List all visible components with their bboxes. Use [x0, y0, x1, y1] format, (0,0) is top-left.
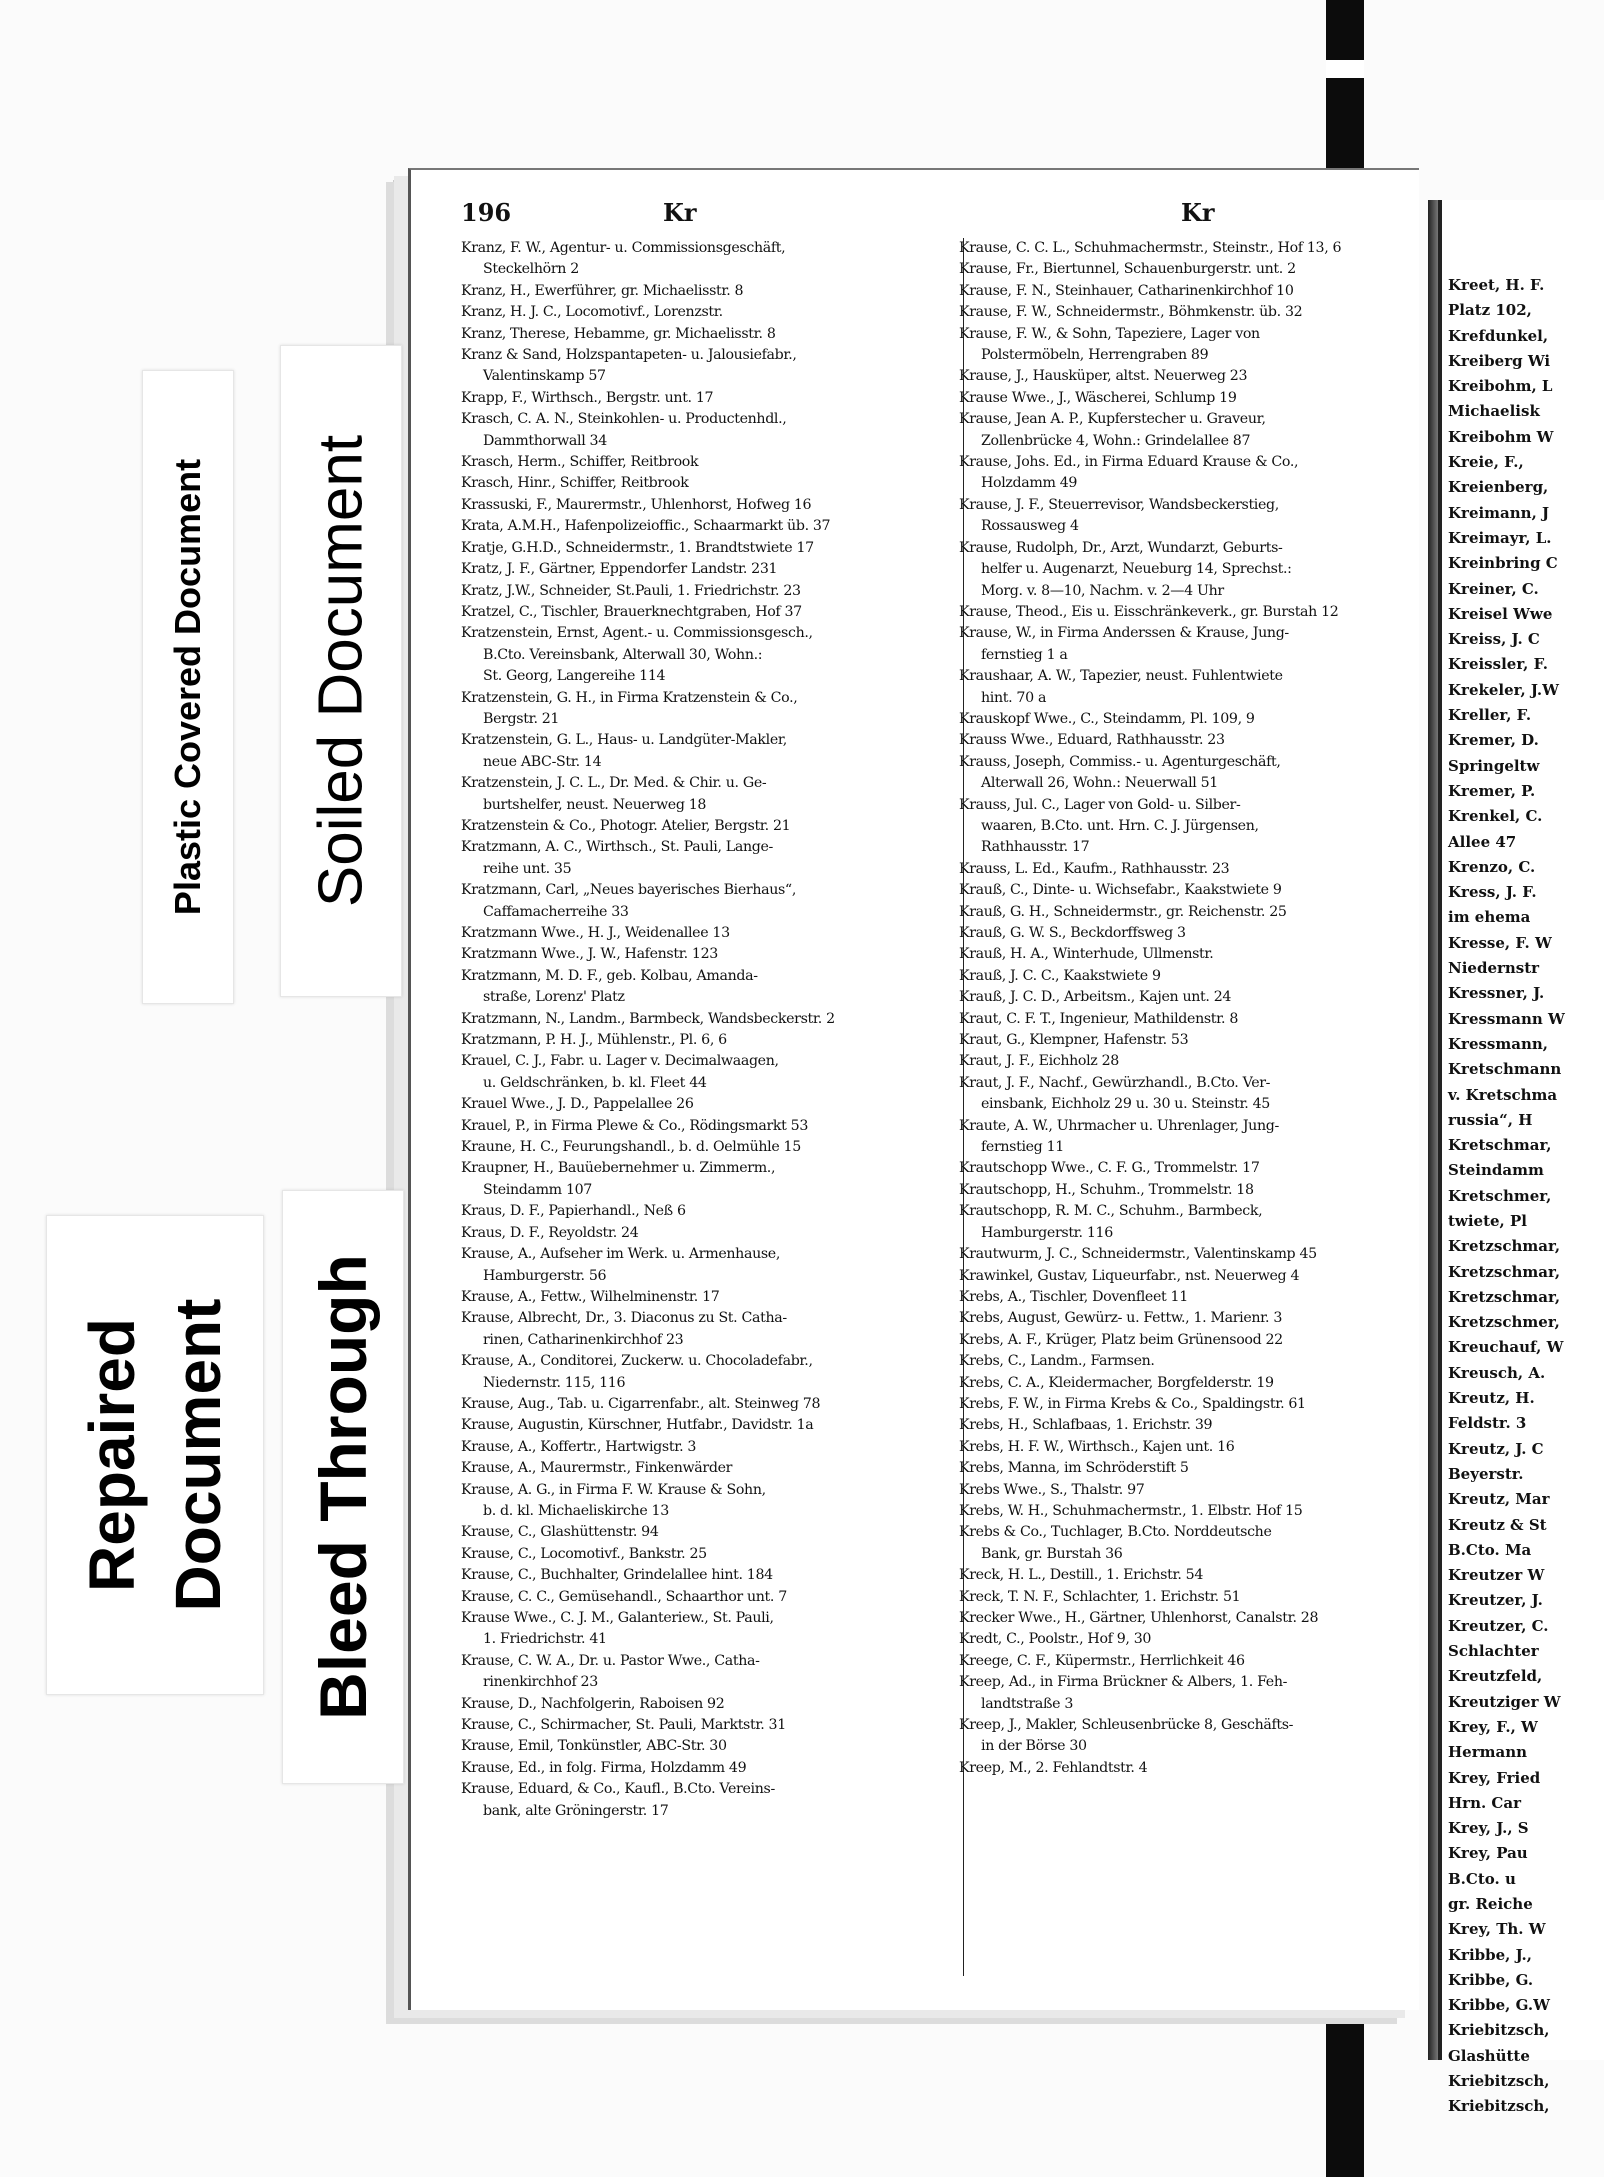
directory-entry-line: Krauß, J. C. D., Arbeitsm., Kajen unt. 24	[959, 989, 1232, 1006]
directory-entry-line: Krause, Theod., Eis u. Eisschränkeverk., gr. Burstah 12	[959, 603, 1339, 620]
directory-entry-line: Kredt, C., Poolstr., Hof 9, 30	[959, 1631, 1152, 1648]
facing-page-line: Kribbe, G.	[1448, 1970, 1534, 1989]
directory-page	[408, 168, 1419, 2010]
facing-page-line: Feldstr. 3	[1448, 1414, 1527, 1433]
facing-page-line: Krenzo, C.	[1448, 857, 1536, 876]
directory-entry-line: fernstieg 11	[981, 1139, 1064, 1156]
directory-entry-line: Polstermöbeln, Herrengraben 89	[981, 347, 1209, 364]
facing-page-line: Kress, J. F.	[1448, 883, 1537, 902]
facing-page-line: Kreutzer W	[1448, 1566, 1545, 1585]
directory-entry-line: Krebs, August, Gewürz- u. Fettw., 1. Marienr. 3	[959, 1310, 1283, 1327]
facing-page-line: Krey, Pau	[1448, 1844, 1528, 1863]
facing-page-line: Kreutzfeld,	[1448, 1667, 1543, 1686]
directory-entry-line: Krause, F. W., & Sohn, Tapeziere, Lager von	[959, 325, 1260, 342]
facing-page-line: Kretzschmar,	[1448, 1287, 1561, 1306]
directory-entry-line: landtstraße 3	[981, 1695, 1073, 1712]
facing-page-line: Kreutz, J. C	[1448, 1439, 1544, 1458]
directory-entry-line: Kraupner, H., Bauüebernehmer u. Zimmerm.,	[461, 1160, 776, 1177]
facing-page-line: Kretzschmar,	[1448, 1237, 1561, 1256]
facing-page-line: Niedernstr	[1448, 959, 1540, 978]
directory-entry-line: Kranz, H. J. C., Locomotivf., Lorenzstr.	[461, 304, 723, 321]
directory-entry-line: Krebs, C., Landm., Farmsen.	[959, 1353, 1155, 1370]
facing-page-line: Kreimann, J	[1448, 503, 1550, 522]
directory-entry-line: Kratzmann Wwe., J. W., Hafenstr. 123	[461, 946, 718, 963]
facing-page-line: Kriebitzsch,	[1448, 2072, 1550, 2091]
directory-entry-line: Krause, A. G., in Firma F. W. Krause & Sohn,	[461, 1481, 766, 1498]
directory-entry-line: Kratzenstein, G. H., in Firma Kratzenstein & Co.,	[461, 689, 798, 706]
facing-page-line: Springeltw	[1448, 756, 1540, 775]
directory-entry-line: Krauss, Joseph, Commiss.- u. Agenturgeschäft,	[959, 753, 1281, 770]
page-header	[461, 198, 1391, 238]
directory-entry-line: bank, alte Gröningerstr. 17	[483, 1802, 669, 1819]
directory-entry-line: Krause, D., Nachfolgerin, Raboisen 92	[461, 1695, 725, 1712]
facing-page-line: Kressmann W	[1448, 1009, 1565, 1028]
directory-entry-line: Krebs, F. W., in Firma Krebs & Co., Spaldingstr. 61	[959, 1395, 1306, 1412]
label-plastic-text: Plastic Covered Document	[167, 458, 208, 916]
facing-page-line: Schlachter	[1448, 1642, 1539, 1661]
directory-entry-line: Kratzmann, N., Landm., Barmbeck, Wandsbeckerstr. 2	[461, 1010, 835, 1027]
directory-entry-line: Krauel, C. J., Fabr. u. Lager v. Decimalwaagen,	[461, 1053, 779, 1070]
directory-entry-line: Kratzmann, Carl, „Neues bayerisches Bierhaus“,	[461, 882, 796, 899]
directory-entry-line: Krautwurm, J. C., Schneidermstr., Valentinskamp 45	[959, 1246, 1317, 1263]
facing-page-line: Kretschmer,	[1448, 1186, 1552, 1205]
directory-entry-line: straße, Lorenz' Platz	[483, 989, 625, 1006]
directory-entry-line: Krause, C., Schirmacher, St. Pauli, Marktstr. 31	[461, 1717, 786, 1734]
facing-page-line: Kretzschmar,	[1448, 1262, 1561, 1281]
directory-entry-line: Kraut, J. F., Nachf., Gewürzhandl., B.Cto. Ver-	[959, 1074, 1271, 1091]
directory-entry-line: helfer u. Augenarzt, Neueburg 14, Sprechst.:	[981, 561, 1292, 578]
directory-entry-line: Krause, F. W., Schneidermstr., Böhmkenstr. üb. 32	[959, 304, 1303, 321]
directory-entry-line: Krauß, G. H., Schneidermstr., gr. Reichenstr. 25	[959, 903, 1287, 920]
label-repaired-line2: Document	[162, 1298, 234, 1612]
right-page-shadow	[1428, 200, 1438, 2060]
directory-entry-line: Krause, C. C. L., Schuhmachermstr., Steinstr., Hof 13, 6	[959, 240, 1342, 256]
facing-page-line: Krekeler, J.W	[1448, 680, 1559, 699]
directory-entry-line: waaren, B.Cto. unt. Hrn. C. J. Jürgensen,	[981, 817, 1259, 834]
directory-entry-line: Rathhausstr. 17	[981, 839, 1090, 856]
directory-entry-line: Krapp, F., Wirthsch., Bergstr. unt. 17	[461, 389, 714, 406]
facing-page-fragment	[1438, 200, 1604, 2116]
directory-entry-line: Kranz, F. W., Agentur- u. Commissionsgeschäft,	[461, 240, 786, 256]
directory-entry-line: Kranz & Sand, Holzspantapeten- u. Jalousiefabr.,	[461, 347, 797, 364]
facing-page-line: Kreienberg,	[1448, 478, 1549, 497]
facing-page-line: Krey, Th. W	[1448, 1920, 1546, 1939]
directory-entry-line: rinenkirchhof 23	[483, 1674, 598, 1691]
facing-page-line: Kreissler, F.	[1448, 655, 1548, 674]
directory-entry-line: Kraut, G., Klempner, Hafenstr. 53	[959, 1032, 1189, 1049]
facing-page-line: Kreutz, H.	[1448, 1389, 1535, 1408]
directory-entry-line: Kratzmann Wwe., H. J., Weidenallee 13	[461, 925, 730, 941]
label-repaired	[46, 1215, 264, 1695]
facing-page-line: Kreibohm, L	[1448, 377, 1553, 396]
facing-page-line: Kreutzer, J.	[1448, 1591, 1543, 1610]
directory-entry-line: Kratzenstein, G. L., Haus- u. Landgüter-Makler,	[461, 732, 787, 749]
directory-entry-line: einsbank, Eichholz 29 u. 30 u. Steinstr. 45	[981, 1096, 1270, 1113]
facing-page-line: Krey, J., S	[1448, 1819, 1529, 1838]
directory-entry-line: Kratzenstein & Co., Photogr. Atelier, Bergstr. 21	[461, 817, 791, 834]
facing-page-line: Hermann	[1448, 1743, 1528, 1762]
directory-entry-line: Kratzenstein, J. C. L., Dr. Med. & Chir. u. Ge-	[461, 775, 767, 792]
directory-entry-line: Krauß, G. W. S., Beckdorffsweg 3	[959, 925, 1186, 941]
facing-page-line: B.Cto. u	[1448, 1869, 1516, 1888]
label-bleed-text: Bleed Through	[306, 1254, 380, 1720]
facing-page-line: Kreie, F.,	[1448, 453, 1524, 472]
facing-page-line: Kreutzer, C.	[1448, 1616, 1549, 1635]
label-bleed-through	[282, 1190, 404, 1784]
facing-page-line: Kreuchauf, W	[1448, 1338, 1564, 1357]
directory-entry-line: Krause, C. W. A., Dr. u. Pastor Wwe., Catha-	[461, 1652, 760, 1669]
facing-page-line: Krey, Fried	[1448, 1768, 1541, 1787]
facing-page-line: im ehema	[1448, 908, 1531, 927]
facing-page-line: Kreet, H. F.	[1448, 276, 1545, 294]
facing-page-line: Kremer, D.	[1448, 731, 1539, 750]
directory-entry-line: Krauel, P., in Firma Plewe & Co., Rödingsmarkt 53	[461, 1117, 808, 1134]
label-soiled-text: Soiled Document	[306, 434, 376, 908]
directory-entry-line: Kraushaar, A. W., Tapezier, neust. Fuhlentwiete	[959, 668, 1283, 685]
directory-entry-line: Krecker Wwe., H., Gärtner, Uhlenhorst, Canalstr. 28	[959, 1610, 1319, 1626]
directory-entry-line: Krause Wwe., C. J. M., Galanteriew., St. Pauli,	[461, 1610, 774, 1626]
directory-entry-line: Krebs Wwe., S., Thalstr. 97	[959, 1481, 1145, 1498]
facing-page-line: Michaelisk	[1448, 402, 1540, 421]
directory-entry-line: Kratzel, C., Tischler, Brauerknechtgraben, Hof 37	[461, 603, 802, 620]
directory-entry-line: Krause, Emil, Tonkünstler, ABC-Str. 30	[461, 1738, 727, 1755]
facing-page-line: russia“, H	[1448, 1110, 1533, 1129]
directory-entry-line: Kreege, C. F., Küpermstr., Herrlichkeit 46	[959, 1652, 1245, 1669]
facing-page-line: Kreiberg Wi	[1448, 351, 1551, 370]
directory-entry-line: Kranz, H., Ewerführer, gr. Michaelisstr. 8	[461, 282, 744, 299]
directory-entry-line: Krause, Eduard, & Co., Kaufl., B.Cto. Vereins-	[461, 1781, 775, 1798]
directory-entry-line: burtshelfer, neust. Neuerweg 18	[483, 796, 707, 813]
directory-entry-line: 1. Friedrichstr. 41	[483, 1631, 607, 1648]
directory-entry-line: Krebs, C. A., Kleidermacher, Borgfelderstr. 19	[959, 1374, 1274, 1391]
facing-page-line: Kreinbring C	[1448, 554, 1558, 573]
directory-entry-line: neue ABC-Str. 14	[483, 753, 602, 770]
directory-entry-line: Krebs, W. H., Schuhmachermstr., 1. Elbstr. Hof 15	[959, 1502, 1303, 1519]
directory-entry-line: Krawinkel, Gustav, Liqueurfabr., nst. Neuerweg 4	[959, 1267, 1300, 1284]
facing-page-line: Hrn. Car	[1448, 1793, 1521, 1812]
facing-page-line: Kreller, F.	[1448, 706, 1532, 725]
directory-entry-line: Krause, Fr., Biertunnel, Schauenburgerstr. unt. 2	[959, 261, 1296, 278]
directory-entry-line: Krebs & Co., Tuchlager, B.Cto. Norddeutsche	[959, 1524, 1272, 1541]
directory-entry-line: Krauß, H. A., Winterhude, Ullmenstr.	[959, 946, 1214, 963]
right-column-entries	[959, 238, 1415, 1779]
label-repaired-line1: Repaired	[76, 1318, 148, 1592]
directory-entry-line: Caffamacherreihe 33	[483, 903, 629, 920]
directory-entry-line: Bank, gr. Burstah 36	[981, 1545, 1123, 1562]
directory-entry-line: Krause, W., in Firma Anderssen & Krause, Jung-	[959, 625, 1289, 642]
facing-page-line: Kretschmann	[1448, 1060, 1562, 1079]
facing-page-line: Kremer, P.	[1448, 781, 1536, 800]
directory-entry-line: Krebs, A., Tischler, Dovenfleet 11	[959, 1288, 1188, 1305]
directory-entry-line: Krause, C., Glashüttenstr. 94	[461, 1524, 659, 1541]
directory-entry-line: Krause Wwe., J., Wäscherei, Schlump 19	[959, 389, 1237, 406]
directory-entry-line: Krautschopp Wwe., C. F. G., Trommelstr. 17	[959, 1160, 1260, 1177]
directory-entry-line: Kratzenstein, Ernst, Agent.- u. Commissionsgesch.,	[461, 625, 813, 642]
directory-entry-line: Kraus, D. F., Papierhandl., Neß 6	[461, 1203, 686, 1220]
directory-entry-line: Kraune, H. C., Feurungshandl., b. d. Oelmühle 15	[461, 1139, 801, 1156]
facing-page-line: Kreisel Wwe	[1448, 604, 1553, 623]
facing-page-line: Krefdunkel,	[1448, 326, 1549, 345]
facing-page-line: Allee 47	[1448, 832, 1517, 851]
directory-entry-line: Krasch, C. A. N., Steinkohlen- u. Productenhdl.,	[461, 411, 787, 428]
directory-entry-line: Krause, C., Buchhalter, Grindelallee hint. 184	[461, 1567, 773, 1584]
directory-entry-line: Steckelhörn 2	[483, 261, 579, 278]
facing-page-line: Kreimayr, L.	[1448, 528, 1552, 547]
facing-page-line: Platz 102,	[1448, 301, 1532, 320]
directory-entry-line: Kratzmann, P. H. J., Mühlenstr., Pl. 6, 6	[461, 1032, 727, 1049]
directory-entry-line: Krautschopp, R. M. C., Schuhm., Barmbeck,	[959, 1203, 1263, 1220]
facing-page-line: Beyerstr.	[1448, 1464, 1524, 1483]
directory-entry-line: Bergstr. 21	[483, 710, 560, 727]
directory-entry-line: Krause, A., Aufseher im Werk. u. Armenhause,	[461, 1246, 780, 1263]
directory-entry-line: Krauss, Jul. C., Lager von Gold- u. Silber-	[959, 796, 1241, 813]
directory-entry-line: Kreep, M., 2. Fehlandtstr. 4	[959, 1759, 1148, 1776]
directory-entry-line: Kreck, H. L., Destill., 1. Erichstr. 54	[959, 1567, 1204, 1584]
facing-page-entries	[1442, 273, 1604, 2120]
facing-page-line: Glashütte	[1448, 2046, 1530, 2065]
directory-entry-line: Kreck, T. N. F., Schlachter, 1. Erichstr. 51	[959, 1588, 1241, 1605]
facing-page-line: B.Cto. Ma	[1448, 1540, 1532, 1559]
directory-entry-line: Kreep, Ad., in Firma Brückner & Albers, 1. Feh-	[959, 1674, 1288, 1691]
directory-entry-line: fernstieg 1 a	[981, 646, 1068, 663]
facing-page-line: gr. Reiche	[1448, 1895, 1533, 1913]
directory-entry-line: B.Cto. Vereinsbank, Alterwall 30, Wohn.:	[483, 646, 763, 663]
facing-page-line: Kresse, F. W	[1448, 933, 1552, 952]
directory-entry-line: Krauß, C., Dinte- u. Wichsefabr., Kaakstwiete 9	[959, 882, 1282, 899]
directory-entry-line: Krause, A., Maurermstr., Finkenwärder	[461, 1460, 733, 1477]
facing-page-line: Steindamm	[1448, 1161, 1544, 1180]
directory-entry-line: Kraut, J. F., Eichholz 28	[959, 1053, 1119, 1070]
directory-entry-line: Morg. v. 8—10, Nachm. v. 2—4 Uhr	[981, 582, 1224, 599]
directory-entry-line: Krause, Aug., Tab. u. Cigarrenfabr., alt. Steinweg 78	[461, 1395, 821, 1412]
directory-entry-line: Kratje, G.H.D., Schneidermstr., 1. Brandtstwiete 17	[461, 539, 814, 556]
facing-page-line: Kretzschmer,	[1448, 1313, 1560, 1332]
label-repaired-text	[69, 1299, 241, 1612]
directory-entry-line: Krause, Jean A. P., Kupferstecher u. Graveur,	[959, 411, 1266, 428]
facing-page-line: Krey, F., W	[1448, 1717, 1538, 1736]
facing-page-line: Kreutz & St	[1448, 1515, 1547, 1534]
directory-entry-line: Niedernstr. 115, 116	[483, 1374, 626, 1391]
directory-entry-line: Valentinskamp 57	[483, 368, 606, 385]
directory-entry-line: Steindamm 107	[483, 1181, 592, 1198]
directory-entry-line: Hamburgerstr. 116	[981, 1224, 1113, 1241]
directory-entry-line: Kraus, D. F., Reyoldstr. 24	[461, 1224, 639, 1241]
directory-entry-line: Krautschopp, H., Schuhm., Trommelstr. 18	[959, 1181, 1254, 1198]
directory-entry-line: in der Börse 30	[981, 1738, 1087, 1755]
directory-entry-line: Krause, A., Koffertr., Hartwigstr. 3	[461, 1438, 697, 1455]
facing-page-line: Kriebitzsch,	[1448, 2021, 1550, 2040]
facing-page-line: Kreibohm W	[1448, 427, 1554, 446]
directory-entry-line: Krauss Wwe., Eduard, Rathhausstr. 23	[959, 732, 1225, 749]
facing-page-line: Kribbe, J.,	[1448, 1945, 1532, 1964]
directory-entry-line: Krassuski, F., Maurermstr., Uhlenhorst, Hofweg 16	[461, 496, 812, 513]
directory-entry-line: Kratzmann, A. C., Wirthsch., St. Pauli, Lange-	[461, 839, 773, 856]
facing-page-line: Kreutziger W	[1448, 1692, 1561, 1711]
directory-entry-line: Rossausweg 4	[981, 518, 1079, 535]
directory-entry-line: Krause, J. F., Steuerrevisor, Wandsbeckerstieg,	[959, 496, 1279, 513]
directory-entry-line: Krause, F. N., Steinhauer, Catharinenkirchhof 10	[959, 282, 1294, 299]
directory-entry-line: Krause, Albrecht, Dr., 3. Diaconus zu St. Catha-	[461, 1310, 787, 1327]
directory-entry-line: Krasch, Hinr., Schiffer, Reitbrook	[461, 475, 689, 492]
running-head-left: Kr	[663, 198, 697, 227]
directory-entry-line: Kreep, J., Makler, Schleusenbrücke 8, Geschäfts-	[959, 1717, 1294, 1734]
page-number: 196	[461, 198, 512, 227]
facing-page-line: Kriebitzsch,	[1448, 2097, 1550, 2116]
directory-entry-line: rinen, Catharinenkirchhof 23	[483, 1331, 684, 1348]
directory-entry-line: Krause, A., Conditorei, Zuckerw. u. Chocoladefabr.,	[461, 1353, 813, 1370]
directory-entry-line: Hamburgerstr. 56	[483, 1267, 607, 1284]
directory-entry-line: Krasch, Herm., Schiffer, Reitbrook	[461, 454, 699, 471]
directory-entry-line: Krebs, A. F., Krüger, Platz beim Grünensood 22	[959, 1331, 1283, 1348]
directory-entry-line: Kratz, J. F., Gärtner, Eppendorfer Landstr. 231	[461, 561, 778, 578]
facing-page-line: v. Kretschma	[1448, 1085, 1558, 1104]
directory-entry-line: hint. 70 a	[981, 689, 1047, 706]
directory-entry-line: Dammthorwall 34	[483, 432, 607, 449]
directory-entry-line: Krause, Johs. Ed., in Firma Eduard Krause & Co.,	[959, 454, 1299, 471]
facing-page-line: Kreusch, A.	[1448, 1363, 1546, 1382]
directory-entry-line: Krebs, Manna, im Schröderstift 5	[959, 1460, 1189, 1477]
facing-page-line: Krenkel, C.	[1448, 807, 1543, 826]
facing-page-line: Kretschmar,	[1448, 1136, 1552, 1155]
directory-entry-line: Krauß, J. C. C., Kaakstwiete 9	[959, 967, 1161, 984]
directory-entry-line: Krause, Rudolph, Dr., Arzt, Wundarzt, Geburts-	[959, 539, 1283, 556]
directory-entry-line: Krebs, H., Schlafbaas, 1. Erichstr. 39	[959, 1417, 1213, 1434]
directory-entry-line: Alterwall 26, Wohn.: Neuerwall 51	[981, 775, 1218, 792]
directory-entry-line: Kraut, C. F. T., Ingenieur, Mathildenstr. 8	[959, 1010, 1239, 1027]
facing-page-line: Kreutz, Mar	[1448, 1490, 1550, 1509]
directory-entry-line: Holzdamm 49	[981, 475, 1078, 492]
facing-page-line: Kressner, J.	[1448, 984, 1545, 1003]
facing-page-line: twiete, Pl	[1448, 1211, 1527, 1230]
directory-entry-line: Krause, Ed., in folg. Firma, Holzdamm 49	[461, 1759, 747, 1776]
directory-entry-line: Kratzmann, M. D. F., geb. Kolbau, Amanda-	[461, 967, 758, 984]
directory-entry-line: Krauel Wwe., J. D., Pappelallee 26	[461, 1096, 694, 1113]
directory-entry-line: reihe unt. 35	[483, 860, 572, 877]
directory-entry-line: Kratz, J.W., Schneider, St.Pauli, 1. Friedrichstr. 23	[461, 582, 801, 599]
running-head-right: Kr	[1181, 198, 1215, 227]
facing-page-line: Kreiner, C.	[1448, 579, 1539, 598]
label-plastic-covered	[142, 370, 234, 1004]
facing-page-line: Kreiss, J. C	[1448, 630, 1540, 649]
directory-entry-line: b. d. kl. Michaeliskirche 13	[483, 1502, 669, 1519]
directory-entry-line: Krata, A.M.H., Hafenpolizeioffic., Schaarmarkt üb. 37	[461, 518, 831, 535]
directory-entry-line: Kraute, A. W., Uhrmacher u. Uhrenlager, Jung-	[959, 1117, 1279, 1134]
facing-page-line: Kressmann,	[1448, 1034, 1548, 1053]
directory-entry-line: Krause, A., Fettw., Wilhelminenstr. 17	[461, 1288, 720, 1305]
directory-entry-line: Krause, C., Locomotivf., Bankstr. 25	[461, 1545, 707, 1562]
right-column	[959, 238, 1415, 1779]
left-column-entries	[461, 238, 917, 1822]
left-column	[461, 238, 917, 1822]
directory-entry-line: Krause, C. C., Gemüsehandl., Schaarthor unt. 7	[461, 1588, 787, 1605]
directory-entry-line: Krebs, H. F. W., Wirthsch., Kajen unt. 16	[959, 1438, 1235, 1455]
directory-entry-line: Zollenbrücke 4, Wohn.: Grindelallee 87	[981, 432, 1251, 449]
directory-entry-line: u. Geldschränken, b. kl. Fleet 44	[483, 1074, 707, 1091]
directory-entry-line: Krause, J., Hausküper, altst. Neuerweg 23	[959, 368, 1248, 385]
directory-entry-line: Krauss, L. Ed., Kaufm., Rathhausstr. 23	[959, 860, 1230, 877]
directory-entry-line: Krause, Augustin, Kürschner, Hutfabr., Davidstr. 1a	[461, 1417, 814, 1434]
directory-entry-line: St. Georg, Langereihe 114	[483, 668, 666, 685]
directory-entry-line: Krauskopf Wwe., C., Steindamm, Pl. 109, 9	[959, 710, 1255, 727]
directory-entry-line: Kranz, Therese, Hebamme, gr. Michaelisstr. 8	[461, 325, 776, 342]
facing-page-line: Kribbe, G.W	[1448, 1996, 1550, 2015]
label-soiled	[280, 345, 402, 997]
